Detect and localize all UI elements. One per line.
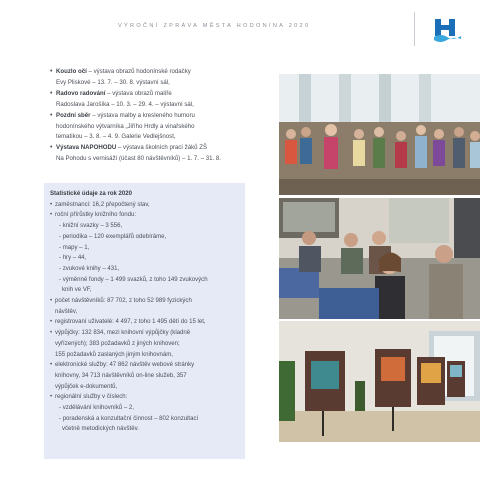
statistics-row-text: elektronické služby: 47 862 návštěv webové stránky [55,362,195,369]
statistics-row [50,285,242,296]
exhibition-description: hodonínského výtvarníka „Jiřího Hrdly a vinařského [56,122,195,130]
statistics-row-text: vyřízených); 383 požadavků z jiných knihoven; [55,340,180,347]
statistics-row-text: registrovaní uživatelé: 4 497, z toho 1 495 dětí do 15 let, [55,319,206,326]
statistics-heading: Statistické údaje za rok 2020 [50,191,133,197]
exhibition-title-line [56,111,272,122]
statistics-row [50,317,242,328]
statistics-row-text: - vzdělávání knihovníků – 2, [59,405,134,412]
hodonin-h-logo-icon [432,16,462,42]
statistics-row-text: regionální služby v číslech: [55,394,128,401]
statistics-row-text: - mapy – 1, [59,244,90,251]
exhibition-description: tematikou – 3. 8. – 4. 9. Galerie Vedlejšnost, [56,133,176,141]
statistics-row [50,243,242,254]
statistics-row-text: - hry – 44, [59,255,87,262]
header-divider [414,12,415,46]
statistics-row [50,414,242,425]
statistics-row [50,382,242,393]
statistics-row [50,296,242,307]
exhibition-name: Radovo radování [56,89,106,97]
exhibition-title-line [56,143,272,154]
report-title: VÝROČNÍ ZPRÁVA MĚSTA HODONÍNA 2020 [118,23,311,29]
statistics-row [50,339,242,350]
statistics-row-text: zaměstnanci: 16,2 přepočtený stav, [55,201,150,208]
bullet: • [50,89,53,97]
bullet: • [50,144,53,152]
exhibition-description: – výstava školních prací žáků ZŠ [116,144,208,152]
statistics-row [50,328,242,339]
bullet: • [50,330,53,337]
statistics-row [50,221,242,232]
bullet: • [50,298,53,305]
exhibition-description: Radoslava Jarošíka – 10. 3. – 29. 4. – výstavní sál, [56,100,194,108]
statistics-row [50,232,242,243]
statistics-row-text: výpůjčky: 132 834, mezi knihovní výpůjčky (kladně [55,330,191,337]
exhibition-name: Kouzlo očí [56,68,87,75]
statistics-row-text: knihovny, 34 713 návštěvníků on-line služeb, 357 [55,372,187,379]
bullet: • [50,201,53,208]
bullet: • [50,319,53,326]
exhibition-description: – výstava obrazů hodonínské rodačky [86,68,191,75]
exhibition-description: – výstava obrazů malíře [105,89,172,97]
statistics-row [50,403,242,414]
exhibition-description: Na Pohodu s vernisáží (účast 80 návštěvníků) – 1. 7. – 31. 8. [56,155,221,163]
exhibition-item [50,67,272,89]
statistics-row-text: knih ve VF, [62,287,92,294]
statistics-row-text: 155 požadavků zaslaných jiným knihovnám, [55,351,173,358]
exhibitions-list [50,67,272,165]
statistics-row [50,392,242,403]
bullet: • [50,362,53,369]
seated-audience-photo [279,198,480,319]
statistics-row-text: - výměnné fondy – 1 499 svazků, z toho 149 zvukových [59,276,208,283]
exhibition-title-line [56,67,272,78]
statistics-row-text: - periodika – 120 exemplářů odebíráme, [59,233,167,240]
exhibition-item [50,89,272,111]
statistics-row [50,307,242,318]
statistics-row [50,264,242,275]
exhibition-title-line [56,89,272,100]
exhibition-description: – výstava malby a kresleného humoru [90,111,195,119]
bullet: • [50,212,53,219]
statistics-row [50,210,242,221]
bullet: • [50,394,53,401]
statistics-row [50,424,242,435]
bullet: • [50,68,53,75]
exhibition-name: Pozdní sběr [56,111,91,119]
statistics-row-text: počet návštěvníků: 87 702, z toho 52 989 fyzických [55,298,192,305]
statistics-row [50,253,242,264]
statistics-row-text: výpůjček e-dokumentů, [55,383,118,390]
statistics-row [50,350,242,361]
statistics-row-text: - knižní svazky – 3 556, [59,223,123,230]
statistics-row [50,371,242,382]
statistics-row-text: návštěv, [55,308,78,315]
statistics-row [50,275,242,286]
statistics-row [50,360,242,371]
statistics-row-text: včetně metodických návštěv. [62,426,139,433]
statistics-row-text: roční přírůstky knižního fondu: [55,212,137,219]
children-event-photo [279,74,480,195]
exhibition-item [50,143,272,165]
statistics-row-text: - zvukové knihy – 431, [59,265,120,272]
exhibition-description: Evy Pliskové – 13. 7. – 30. 8. výstavní sál, [56,78,170,86]
statistics-row [50,200,242,211]
exhibition-panels-photo [279,321,480,442]
exhibition-item [50,111,272,144]
exhibition-name: Výstava NAPOHODU [56,144,117,152]
statistics-row-text: - poradenská a konzultační činnost – 802 konzultací [59,415,199,422]
bullet: • [50,111,53,119]
statistics-text [50,189,242,435]
